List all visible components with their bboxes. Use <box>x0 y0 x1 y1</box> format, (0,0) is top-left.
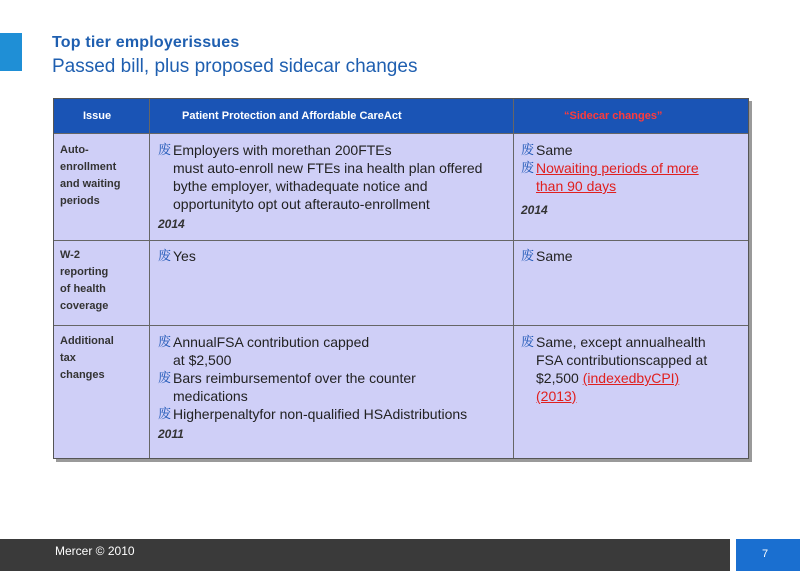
bullet-icon: 废 <box>521 142 535 157</box>
list-item: 废 Same <box>521 248 573 264</box>
ppaca-cell-tax <box>158 333 508 443</box>
row-divider <box>54 133 748 134</box>
list-item: 废 Same <box>521 142 573 158</box>
sidecar-cell-w2 <box>521 247 743 265</box>
column-divider <box>149 99 150 458</box>
list-item: 废 Employers with morethan 200FTEs must auto-enroll new FTEs ina health plan offered bythe employer, withadequate notice and opportunityto opt out afterauto-enrollment <box>158 142 483 212</box>
effective-year: 2014 <box>158 217 185 231</box>
sidecar-cell-tax <box>521 333 743 405</box>
waiting-period-link[interactable]: Nowaiting periods of more than 90 days <box>536 160 699 194</box>
list-item <box>521 159 743 195</box>
effective-year: 2011 <box>158 427 184 441</box>
bullet-icon: 废 <box>521 160 535 175</box>
issue-auto-enrollment: Auto- enrollment and waiting periods <box>60 144 121 207</box>
header-sidecar: “Sidecar changes” <box>564 110 663 122</box>
ppaca-cell-auto-enrollment <box>158 141 508 233</box>
accent-square <box>0 33 22 71</box>
list-item: 废 AnnualFSA contribution capped at $2,500 <box>158 334 370 368</box>
column-divider <box>513 99 514 458</box>
header-ppaca: Patient Protection and Affordable CareAct <box>182 110 402 122</box>
bullet-icon: 废 <box>158 142 172 157</box>
list-item: 废 Yes <box>158 248 196 264</box>
list-item: 废 Higherpenaltyfor non-qualified HSAdistributions <box>158 406 468 422</box>
bullet-icon: 废 <box>521 248 535 263</box>
page-number: 7 <box>762 548 769 560</box>
list-item: 废 Same, except annualhealth FSA contributionscapped at $2,500 (indexedbyCPI) (2013) <box>521 334 708 404</box>
page-subtitle: Passed bill, plus proposed sidecar changes <box>52 56 418 77</box>
sidecar-cell-auto-enrollment <box>521 141 743 219</box>
bullet-icon: 废 <box>158 370 172 385</box>
page-title: Top tier employerissues <box>52 34 240 51</box>
issue-w2-reporting: W-2 reporting of health coverage <box>60 249 109 312</box>
table-header <box>54 99 748 133</box>
indexed-by-cpi-link[interactable]: (indexedbyCPI) (2013) <box>536 370 680 404</box>
ppaca-cell-w2 <box>158 247 508 265</box>
comparison-table <box>53 98 749 459</box>
row-divider <box>54 325 748 326</box>
header-issue: Issue <box>83 110 112 122</box>
footer-copyright: Mercer © 2010 <box>55 544 135 558</box>
bullet-icon: 废 <box>158 334 172 349</box>
effective-year: 2014 <box>521 203 548 217</box>
row-divider <box>54 240 748 241</box>
bullet-icon: 废 <box>158 406 172 421</box>
bullet-icon: 废 <box>158 248 172 263</box>
bullet-icon: 废 <box>521 334 535 349</box>
issue-additional-tax: Additional tax changes <box>60 335 114 381</box>
list-item: 废 Bars reimbursementof over the counter medications <box>158 370 416 404</box>
